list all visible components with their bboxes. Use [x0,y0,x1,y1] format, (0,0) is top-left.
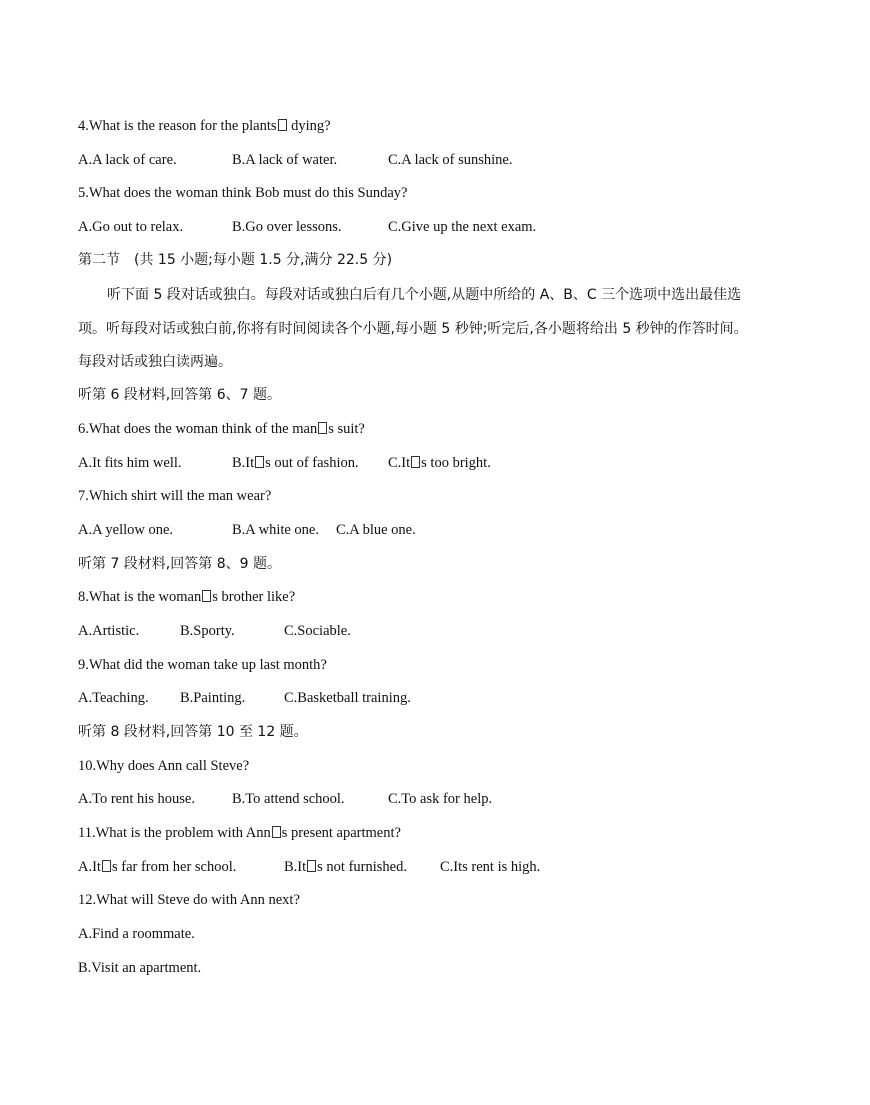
missing-glyph-icon [102,860,111,872]
option-a: A.Teaching. [78,690,149,706]
option-b [284,858,407,876]
section-heading: 第二节 (共 15 小题;每小题 1.5 分,满分 22.5 分) [78,252,393,268]
question-8 [78,588,295,606]
question-4-options [78,151,778,169]
question-4 [78,117,331,135]
question-11-text-a: 11.What is the problem with Ann [78,825,271,841]
group-8-heading: 听第 8 段材料,回答第 10 至 12 题。 [78,724,308,740]
option-b: B.A lack of water. [232,152,338,168]
question-7-options [78,521,778,539]
question-6-options [78,454,778,472]
option-b [232,454,359,472]
question-10: 10.Why does Ann call Steve? [78,758,250,774]
question-7: 7.Which shirt will the man wear? [78,488,272,504]
question-6-text-b: s suit? [328,421,365,437]
question-10-options [78,790,778,808]
option-c-text-b: s too bright. [421,455,491,471]
missing-glyph-icon [202,590,211,602]
option-c: C.To ask for help. [388,791,493,807]
missing-glyph-icon [318,422,327,434]
instruction-line-3: 每段对话或独白读两遍。 [78,354,232,370]
question-8-options [78,622,778,640]
option-a-text-b: s far from her school. [111,859,237,875]
missing-glyph-icon [278,119,287,131]
option-b-text-b: s not furnished. [317,859,407,875]
question-11 [78,824,401,842]
option-a: A.Artistic. [78,623,140,639]
option-c: C.Give up the next exam. [388,219,537,235]
question-8-text-b: s brother like? [212,589,296,605]
question-12: 12.What will Steve do with Ann next? [78,892,300,908]
option-b: B.Sporty. [180,623,235,639]
option-b-text-b: s out of fashion. [265,455,359,471]
option-a: A.To rent his house. [78,791,195,807]
question-9: 9.What did the woman take up last month? [78,657,327,673]
option-c: C.A blue one. [336,522,416,538]
question-6-text-a: 6.What does the woman think of the man [78,421,318,437]
option-b: B.Visit an apartment. [78,960,202,976]
option-a: A.Go out to relax. [78,219,184,235]
option-a [78,858,236,876]
option-a-text-a: A.It [78,859,101,875]
instruction-line-2: 项。听每段对话或独白前,你将有时间阅读各个小题,每小题 5 秒钟;听完后,各小题将给出 5 秒钟的作答时间。 [78,321,748,337]
missing-glyph-icon [307,860,316,872]
question-11-text-b: s present apartment? [281,825,401,841]
option-b-text-a: B.It [232,455,255,471]
question-4-text-b: dying? [287,118,331,134]
option-c: C.Its rent is high. [440,859,541,875]
group-7-heading: 听第 7 段材料,回答第 8、9 题。 [78,556,281,572]
question-4-text-a: 4.What is the reason for the plants [78,118,277,134]
group-6-heading: 听第 6 段材料,回答第 6、7 题。 [78,387,281,403]
option-b: B.Go over lessons. [232,219,342,235]
question-5: 5.What does the woman think Bob must do this Sunday? [78,185,408,201]
question-9-options [78,689,778,707]
question-5-options [78,218,778,236]
question-11-options [78,858,778,876]
missing-glyph-icon [272,826,281,838]
option-a: A.A lack of care. [78,152,177,168]
question-8-text-a: 8.What is the woman [78,589,202,605]
instruction-line-1: 听下面 5 段对话或独白。每段对话或独白后有几个小题,从题中所给的 A、B、C 三个选项中选出最佳选 [107,287,742,303]
missing-glyph-icon [411,456,420,468]
option-c [388,454,491,472]
option-a: A.A yellow one. [78,522,174,538]
option-c-text-a: C.It [388,455,411,471]
option-b: B.A white one. [232,522,319,538]
option-b: B.To attend school. [232,791,345,807]
option-c: C.Basketball training. [284,690,411,706]
question-6 [78,420,365,438]
option-a: A.It fits him well. [78,455,182,471]
missing-glyph-icon [255,456,264,468]
option-b-text-a: B.It [284,859,307,875]
option-c: C.A lack of sunshine. [388,152,513,168]
option-a: A.Find a roommate. [78,926,195,942]
option-c: C.Sociable. [284,623,351,639]
option-b: B.Painting. [180,690,246,706]
